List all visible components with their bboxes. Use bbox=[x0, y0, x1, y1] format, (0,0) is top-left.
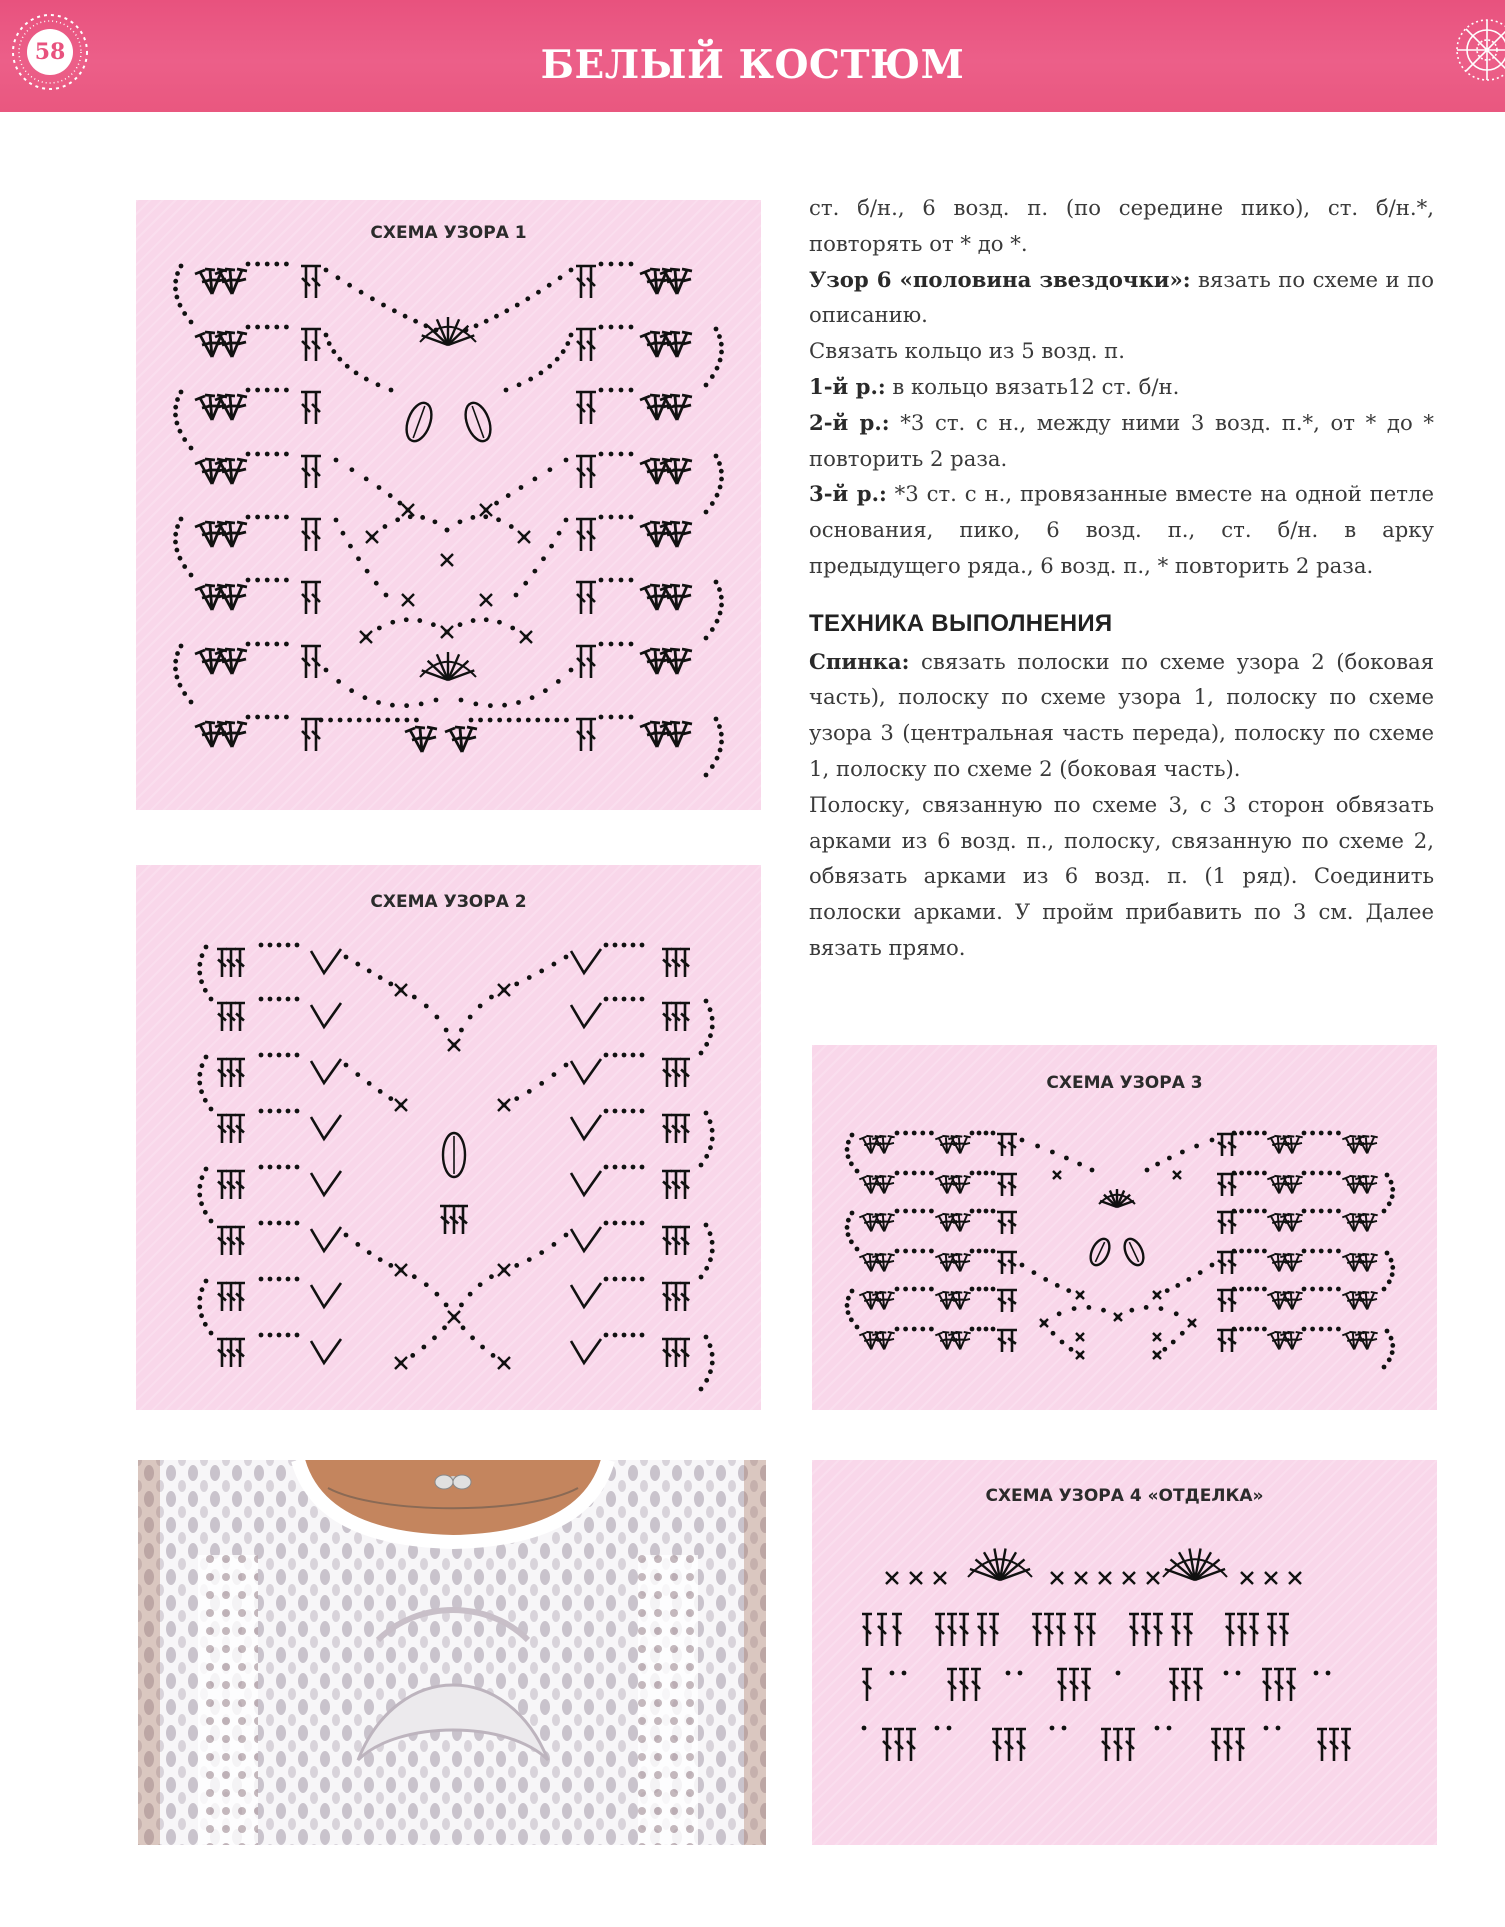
paragraph-assembly: Полоску, связанную по схеме 3, с 3 сторон обвязать арками из 6 возд. п., полоску, связанную по схеме 2, обвязать арками из 6 возд. п. (1 ряд). Соединить полоски арками. У пройм прибавить по 3 см. Далее вязать прямо. bbox=[809, 791, 1434, 960]
section-heading: ТЕХНИКА ВЫПОЛНЕНИЯ bbox=[809, 609, 1113, 637]
lace-top-illustration bbox=[138, 1460, 766, 1845]
scheme-3-title: СХЕМА УЗОРА 3 bbox=[1046, 1073, 1203, 1093]
paragraph-row-3: 3-й р.: *3 ст. с н., провязанные вместе на одной петле основания, пико, 6 возд. п., ст. б/н. в арку предыдущего ряда., 6 возд. п., * повторить 2 раза. bbox=[809, 481, 1435, 578]
page-header bbox=[0, 0, 1505, 112]
paragraph-pattern-6: Узор 6 «половина звездочки»: вязать по схеме и по описанию. bbox=[809, 266, 1434, 328]
paragraph-continuation: ст. б/н., 6 возд. п. (по середине пико), ст. б/н.*, повторять от * до *. bbox=[809, 195, 1434, 256]
paragraph-back: Спинка: связать полоски по схеме узора 2 (боковая часть), полоску по схеме узора 1, полоску по схеме узора 3 (центральная часть переда), полоску по схеме 1, полоску по схеме 2 (боковая часть). bbox=[809, 648, 1434, 781]
scheme-2-diagram bbox=[136, 865, 761, 1410]
scheme-4-diagram bbox=[812, 1460, 1437, 1845]
scheme-1-diagram bbox=[136, 200, 761, 810]
scheme-4-panel bbox=[812, 1460, 1437, 1845]
scheme-3-diagram bbox=[812, 1045, 1437, 1410]
paragraph-ring: Связать кольцо из 5 возд. п. bbox=[809, 338, 1126, 364]
scheme-1-panel bbox=[136, 200, 761, 810]
lace-ornament-icon bbox=[1425, 0, 1505, 112]
scheme-3-panel bbox=[812, 1045, 1437, 1410]
scheme-1-title: СХЕМА УЗОРА 1 bbox=[370, 223, 527, 243]
page-title: БЕЛЫЙ КОСТЮМ bbox=[540, 42, 965, 88]
pattern-6-label: Узор 6 «половина звездочки»: bbox=[809, 266, 1191, 292]
paragraph-row-1: 1-й р.: в кольцо вязать12 ст. б/н. bbox=[809, 373, 1180, 399]
page-number: 58 bbox=[27, 29, 73, 75]
scheme-2-panel bbox=[136, 865, 761, 1410]
garment-photo bbox=[138, 1460, 766, 1845]
scheme-4-title: СХЕМА УЗОРА 4 «ОТДЕЛКА» bbox=[985, 1486, 1264, 1506]
scheme-2-title: СХЕМА УЗОРА 2 bbox=[370, 892, 527, 912]
instructions-text bbox=[809, 190, 1434, 966]
paragraph-row-2: 2-й р.: *3 ст. с н., между ними 3 возд. п.*, от * до * повторить 2 раза. bbox=[809, 409, 1434, 471]
